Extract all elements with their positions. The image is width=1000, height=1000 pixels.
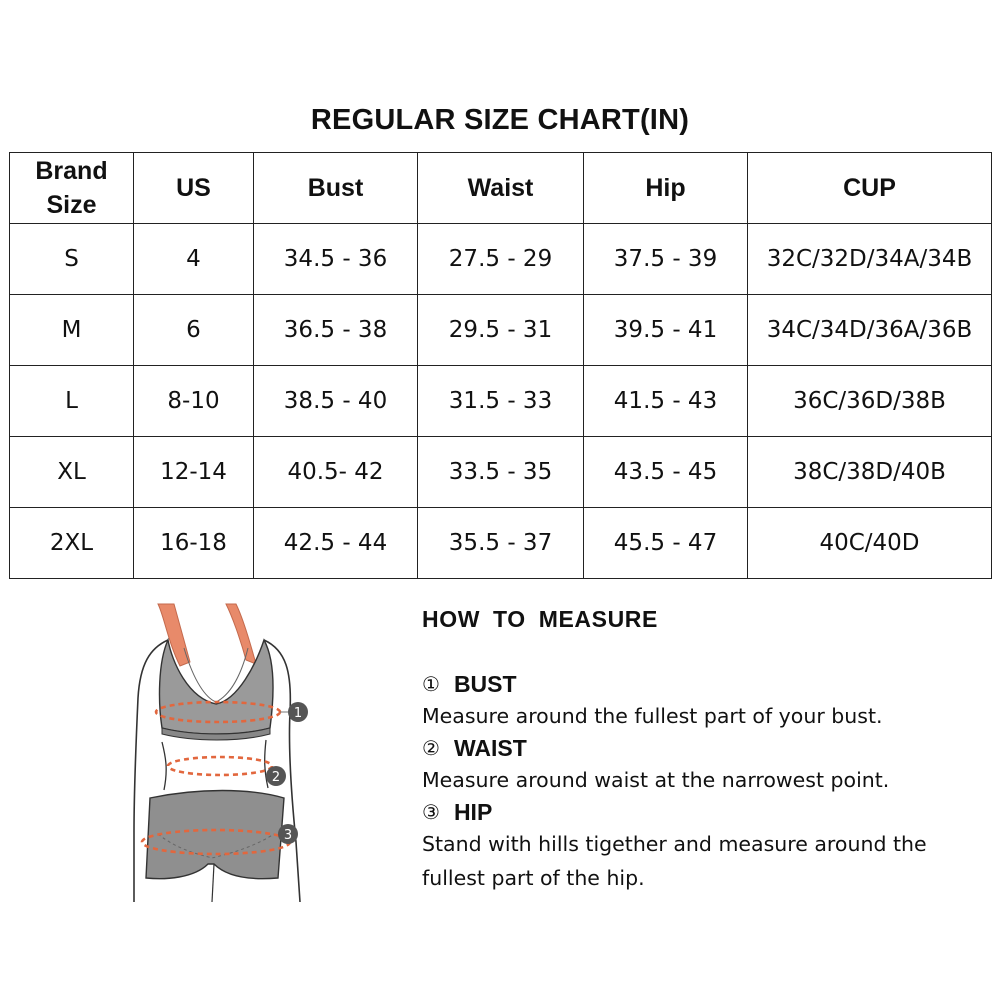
waist-outline-left	[162, 742, 166, 790]
marker-waist-label: 2	[271, 770, 281, 785]
cell-size: 2XL	[10, 508, 134, 579]
header-cup: CUP	[748, 153, 992, 224]
cell-bust: 42.5 - 44	[254, 508, 418, 579]
cell-size: XL	[10, 437, 134, 508]
bust-number: ①	[422, 672, 440, 696]
cell-cup: 32C/32D/34A/34B	[748, 224, 992, 295]
marker-bust-label: 1	[293, 706, 303, 721]
cell-waist: 27.5 - 29	[418, 224, 584, 295]
cell-cup: 40C/40D	[748, 508, 992, 579]
cell-waist: 33.5 - 35	[418, 437, 584, 508]
cell-size: S	[10, 224, 134, 295]
hip-heading	[422, 797, 982, 827]
body-measurement-figure	[128, 602, 328, 902]
cell-waist: 35.5 - 37	[418, 508, 584, 579]
cell-bust: 40.5- 42	[254, 437, 418, 508]
shorts-seam	[212, 864, 214, 902]
waist-heading	[422, 733, 982, 763]
hair-right	[226, 604, 256, 664]
table-row	[10, 295, 992, 366]
shorts-garment	[146, 791, 284, 879]
bust-instruction: Measure around the fullest part of your bust.	[422, 704, 883, 728]
cell-size: M	[10, 295, 134, 366]
waist-instruction: Measure around waist at the narrowest point.	[422, 768, 890, 792]
cell-bust: 38.5 - 40	[254, 366, 418, 437]
header-hip: Hip	[584, 153, 748, 224]
cell-cup: 38C/38D/40B	[748, 437, 992, 508]
cell-cup: 34C/34D/36A/36B	[748, 295, 992, 366]
hip-number: ③	[422, 800, 440, 824]
how-to-measure-section	[422, 600, 982, 895]
cell-us: 8-10	[134, 366, 254, 437]
cell-waist: 31.5 - 33	[418, 366, 584, 437]
bust-label: BUST	[453, 670, 517, 697]
cell-size: L	[10, 366, 134, 437]
table-header-row	[10, 153, 992, 224]
bust-heading	[422, 669, 982, 699]
marker-hip-label: 3	[283, 828, 293, 843]
header-bust: Bust	[254, 153, 418, 224]
cell-hip: 41.5 - 43	[584, 366, 748, 437]
table-row	[10, 437, 992, 508]
cell-hip: 37.5 - 39	[584, 224, 748, 295]
table-row	[10, 366, 992, 437]
header-brand-size: Brand Size	[10, 153, 134, 224]
header-waist: Waist	[418, 153, 584, 224]
cell-hip: 39.5 - 41	[584, 295, 748, 366]
hip-label: HIP	[453, 798, 493, 825]
body-illustration	[128, 602, 328, 902]
table-row	[10, 224, 992, 295]
cell-bust: 34.5 - 36	[254, 224, 418, 295]
how-to-measure-title: HOW TO MEASURE	[422, 606, 658, 632]
cell-hip: 43.5 - 45	[584, 437, 748, 508]
cell-us: 4	[134, 224, 254, 295]
cell-waist: 29.5 - 31	[418, 295, 584, 366]
cell-us: 16-18	[134, 508, 254, 579]
waist-label: WAIST	[453, 734, 527, 761]
chart-title: REGULAR SIZE CHART(IN)	[310, 104, 690, 136]
table-row	[10, 508, 992, 579]
cell-bust: 36.5 - 38	[254, 295, 418, 366]
cell-us: 12-14	[134, 437, 254, 508]
header-us: US	[134, 153, 254, 224]
waist-number: ②	[422, 736, 440, 760]
hip-instruction: Stand with hills tigether and measure around the fullest part of the hip.	[422, 832, 927, 890]
cell-cup: 36C/36D/38B	[748, 366, 992, 437]
cell-hip: 45.5 - 47	[584, 508, 748, 579]
size-table	[9, 152, 992, 579]
cell-us: 6	[134, 295, 254, 366]
waist-tape	[168, 757, 272, 775]
